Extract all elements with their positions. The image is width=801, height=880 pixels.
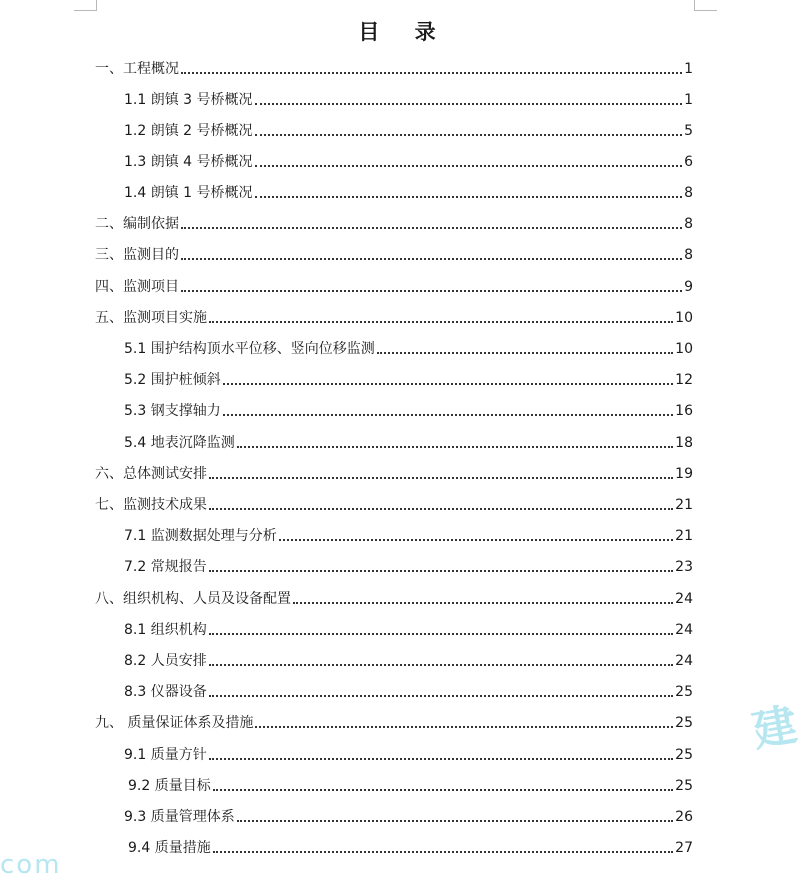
toc-entry-text: 5.1 围护结构顶水平位移、竖向位移监测 (124, 341, 375, 357)
toc-entry-text: 8.1 组织机构 (124, 622, 207, 638)
toc-entry-page: 10 (675, 310, 693, 326)
toc-entry-text: 5.2 围护桩倾斜 (124, 372, 221, 388)
watermark-bottom: com (0, 850, 62, 880)
toc-entry-page: 18 (675, 435, 693, 451)
toc-leader-dots (181, 258, 682, 260)
toc-entry-text: 六、总体测试安排 (95, 466, 207, 482)
toc-entry-text: 5.3 钢支撑轴力 (124, 403, 221, 419)
toc-leader-dots (181, 290, 682, 292)
toc-leader-dots (377, 352, 673, 354)
toc-entry[interactable] (124, 369, 693, 389)
toc-entry-page: 10 (675, 341, 693, 357)
toc-entry-text: 9.4 质量措施 (128, 840, 211, 856)
toc-entry[interactable] (95, 712, 693, 732)
toc-entry-page: 25 (675, 715, 693, 731)
toc-entry-text: 九、 质量保证体系及措施 (95, 715, 254, 731)
toc-leader-dots (209, 758, 673, 760)
toc-leader-dots (181, 72, 682, 74)
toc-entry-text: 二、编制依据 (95, 216, 179, 232)
toc-entry-page: 27 (675, 840, 693, 856)
toc-leader-dots (213, 789, 673, 791)
toc-entry-text: 8.3 仪器设备 (124, 684, 207, 700)
toc-leader-dots (293, 602, 673, 604)
toc-entry[interactable] (95, 463, 693, 483)
page-corner-mark-right (694, 0, 717, 11)
toc-entry[interactable] (95, 244, 693, 264)
toc-leader-dots (237, 446, 673, 448)
toc-entry-text: 9.3 质量管理体系 (124, 809, 235, 825)
toc-entry-text: 1.4 朗镇 1 号桥概况 (124, 185, 253, 201)
toc-entry-text: 1.2 朗镇 2 号桥概况 (124, 123, 253, 139)
toc-entry-text: 七、监测技术成果 (95, 497, 207, 513)
toc-entry[interactable] (124, 525, 693, 545)
toc-entry-page: 24 (675, 653, 693, 669)
toc-entry-text: 八、组织机构、人员及设备配置 (95, 591, 291, 607)
toc-entry[interactable] (95, 588, 693, 608)
toc-leader-dots (209, 695, 673, 697)
toc-entry[interactable] (95, 58, 693, 78)
toc-entry[interactable] (124, 182, 693, 202)
toc-entry[interactable] (128, 837, 693, 857)
toc-entry[interactable] (124, 650, 693, 670)
toc-leader-dots (209, 570, 673, 572)
toc-leader-dots (255, 726, 673, 728)
toc-leader-dots (209, 664, 673, 666)
toc-entry-page: 24 (675, 622, 693, 638)
page-corner-mark-left (74, 0, 97, 11)
watermark-right: 建 (748, 699, 801, 758)
toc-entry[interactable] (124, 681, 693, 701)
toc-entry-page: 25 (675, 684, 693, 700)
toc-entry[interactable] (95, 213, 693, 233)
toc-entry-page: 24 (675, 591, 693, 607)
toc-leader-dots (255, 165, 682, 167)
toc-entry-page: 8 (684, 247, 693, 263)
toc-entry[interactable] (124, 338, 693, 358)
toc-entry-page: 25 (675, 747, 693, 763)
toc-entry-text: 5.4 地表沉降监测 (124, 435, 235, 451)
toc-entry-page: 1 (684, 92, 693, 108)
toc-leader-dots (223, 414, 673, 416)
toc-entry[interactable] (124, 619, 693, 639)
toc-title: 目 录 (358, 20, 450, 44)
toc-entry-page: 9 (684, 279, 693, 295)
toc-entry-page: 16 (675, 403, 693, 419)
toc-entry-page: 26 (675, 809, 693, 825)
toc-entry[interactable] (124, 556, 693, 576)
toc-entry-page: 8 (684, 216, 693, 232)
toc-entry-text: 8.2 人员安排 (124, 653, 207, 669)
toc-entry-text: 五、监测项目实施 (95, 310, 207, 326)
toc-entry[interactable] (124, 806, 693, 826)
toc-entry-text: 1.3 朗镇 4 号桥概况 (124, 154, 253, 170)
toc-leader-dots (209, 508, 673, 510)
toc-leader-dots (255, 134, 682, 136)
toc-entry[interactable] (124, 120, 693, 140)
toc-leader-dots (255, 103, 682, 105)
toc-entry-page: 21 (675, 528, 693, 544)
toc-entry[interactable] (124, 89, 693, 109)
toc-entry[interactable] (124, 744, 693, 764)
toc-leader-dots (279, 539, 673, 541)
toc-leader-dots (181, 227, 682, 229)
toc-leader-dots (213, 851, 673, 853)
toc-leader-dots (209, 321, 673, 323)
toc-entry-text: 一、工程概况 (95, 61, 179, 77)
toc-leader-dots (209, 633, 673, 635)
toc-entry-page: 12 (675, 372, 693, 388)
toc-entry-text: 7.1 监测数据处理与分析 (124, 528, 277, 544)
toc-entry[interactable] (128, 775, 693, 795)
toc-entry-page: 6 (684, 154, 693, 170)
toc-entry-text: 1.1 朗镇 3 号桥概况 (124, 92, 253, 108)
toc-entry-page: 5 (684, 123, 693, 139)
toc-leader-dots (223, 383, 673, 385)
toc-entry-text: 四、监测项目 (95, 279, 179, 295)
toc-entry[interactable] (95, 276, 693, 296)
toc-entry-text: 9.1 质量方针 (124, 747, 207, 763)
toc-entry[interactable] (95, 307, 693, 327)
toc-entry-page: 25 (675, 778, 693, 794)
toc-leader-dots (209, 477, 673, 479)
toc-entry-text: 9.2 质量目标 (128, 778, 211, 794)
toc-entry-page: 21 (675, 497, 693, 513)
toc-entry[interactable] (124, 151, 693, 171)
toc-entry[interactable] (124, 400, 693, 420)
toc-entry[interactable] (95, 494, 693, 514)
toc-entry[interactable] (124, 432, 693, 452)
toc-entry-page: 1 (684, 61, 693, 77)
toc-entry-page: 23 (675, 559, 693, 575)
toc-entry-text: 三、监测目的 (95, 247, 179, 263)
toc-leader-dots (237, 820, 673, 822)
toc-entry-text: 7.2 常规报告 (124, 559, 207, 575)
toc-entry-page: 8 (684, 185, 693, 201)
toc-leader-dots (255, 196, 682, 198)
toc-entry-page: 19 (675, 466, 693, 482)
